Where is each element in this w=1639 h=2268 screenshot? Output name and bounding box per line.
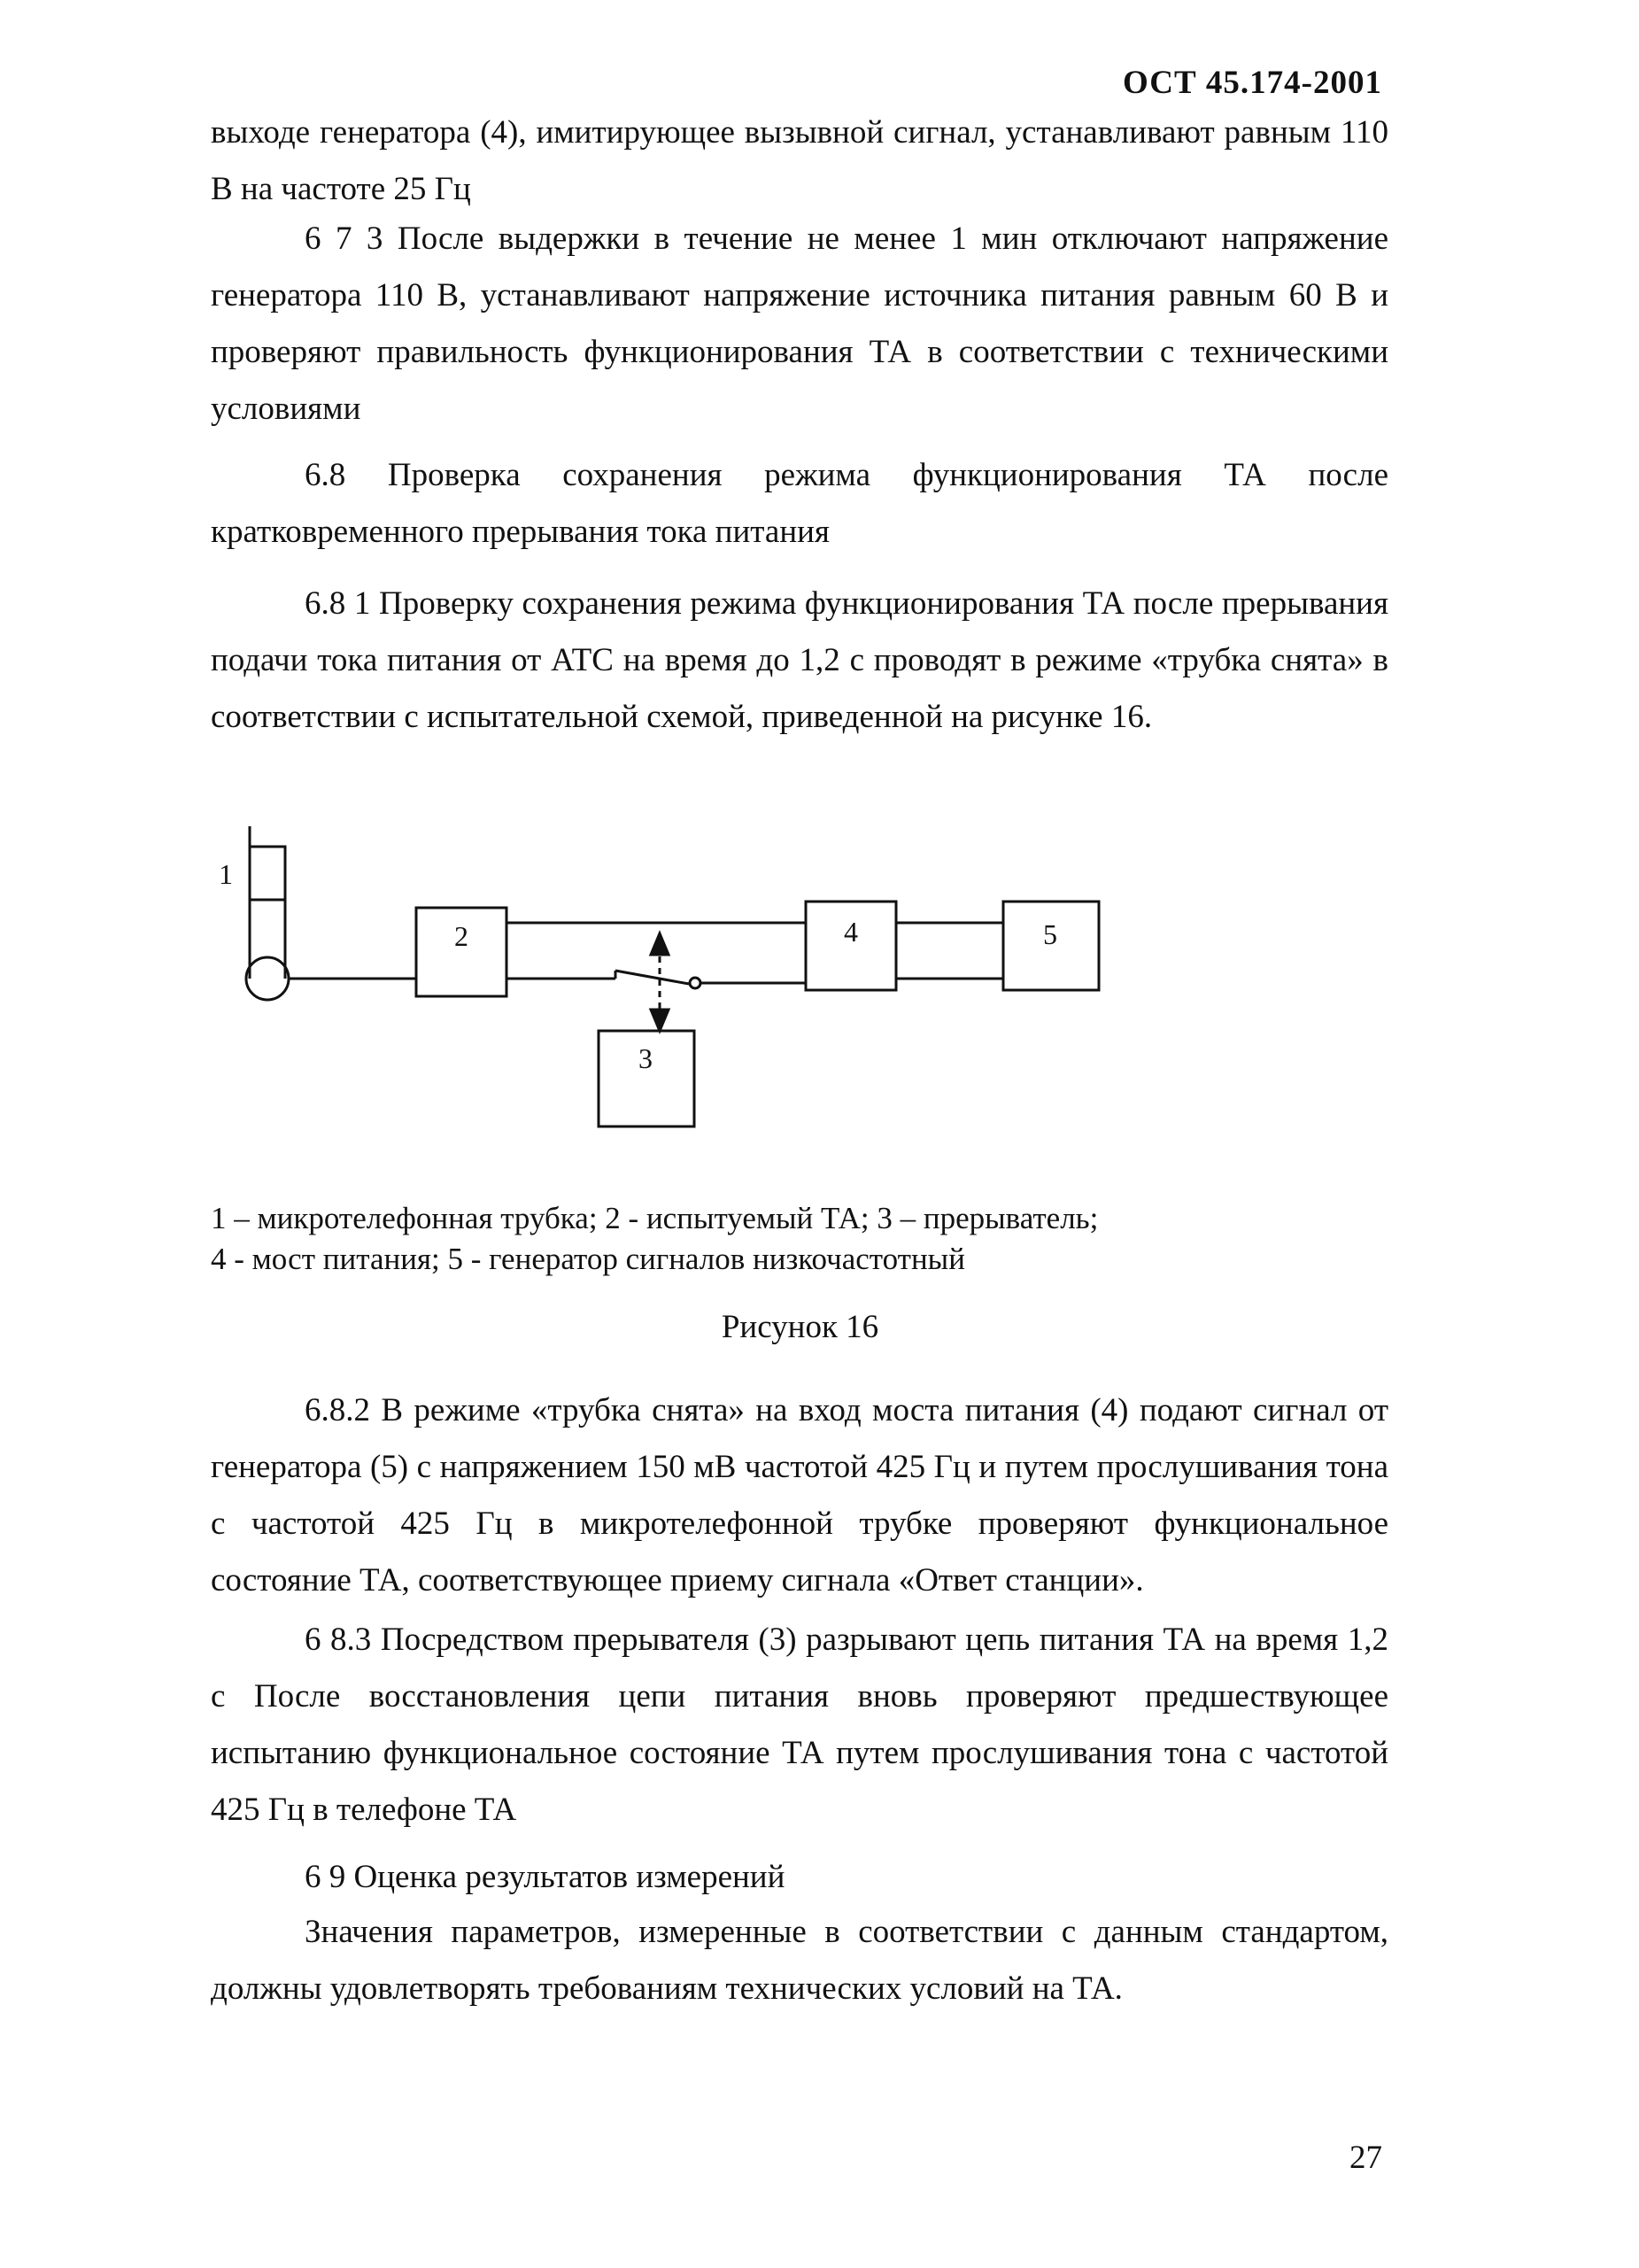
handset-label: 1 — [219, 858, 233, 890]
section-heading-6-9: 6 9 Оценка результатов измерений — [305, 1859, 785, 1895]
figure-legend-line-1: 1 – микротелефонная трубка; 2 - испытуемый ТА; 3 – прерыватель; — [211, 1201, 1099, 1235]
paragraph-6-8-3: 6 8.3 Посредством прерывателя (3) разрывают цепь питания ТА на время 1,2 с После восстановления цепи питания вновь проверяют предшествующее испытанию функциональное состояние ТА путем прослушивания тона с частотой 425 Гц в телефоне ТА — [211, 1622, 1388, 1828]
figure-title: Рисунок 16 — [721, 1309, 879, 1345]
paragraph-6-8-1: 6.8 1 Проверку сохранения режима функционирования ТА после прерывания подачи тока питания от АТС на время до 1,2 с проводят в режиме «трубка снята» в соответствии с испытательной схемой, приведенной на рисунке 16. — [211, 585, 1388, 735]
interrupter-actuator-arrow — [651, 933, 669, 1031]
handset-symbol — [246, 826, 289, 1000]
paragraph-conclusion: Значения параметров, измеренные в соответствии с данным стандартом, должны удовлетворять требованиям технических условий на ТА. — [211, 1914, 1388, 2007]
paragraph-continuation: выходе генератора (4), имитирующее вызывной сигнал, устанавливают равным 110 В на частоте 25 Гц — [211, 114, 1388, 207]
generator-label: 5 — [1043, 918, 1057, 950]
paragraph-6-8-2: 6.8.2 В режиме «трубка снята» на вход моста питания (4) подают сигнал от генератора (5) с напряжением 150 мВ частотой 425 Гц и путем прослушивания тона с частотой 425 Гц в микротелефонной трубке проверяют функциональное состояние ТА, соответствующее приему сигнала «Ответ станции». — [211, 1392, 1388, 1598]
paragraph-6-7-3: 6 7 3 После выдержки в течение не менее 1 мин отключают напряжение генератора 110 В, устанавливают напряжение источника питания равным 60 В и проверяют правильность функционирования ТА в соответствии с техническими условиями — [211, 221, 1388, 427]
section-heading-6-8: 6.8 Проверка сохранения режима функционирования ТА после кратковременного прерывания тока питания — [211, 457, 1388, 550]
tested-device-label: 2 — [454, 920, 468, 952]
interrupter-switch — [615, 971, 700, 988]
power-bridge-label: 4 — [844, 916, 858, 948]
interrupter-label: 3 — [638, 1042, 653, 1074]
page-number: 27 — [1349, 2140, 1382, 2176]
figure-legend-line-2: 4 - мост питания; 5 - генератор сигналов низкочастотный — [211, 1242, 965, 1276]
page-header-code: ОСТ 45.174-2001 — [1123, 65, 1382, 101]
